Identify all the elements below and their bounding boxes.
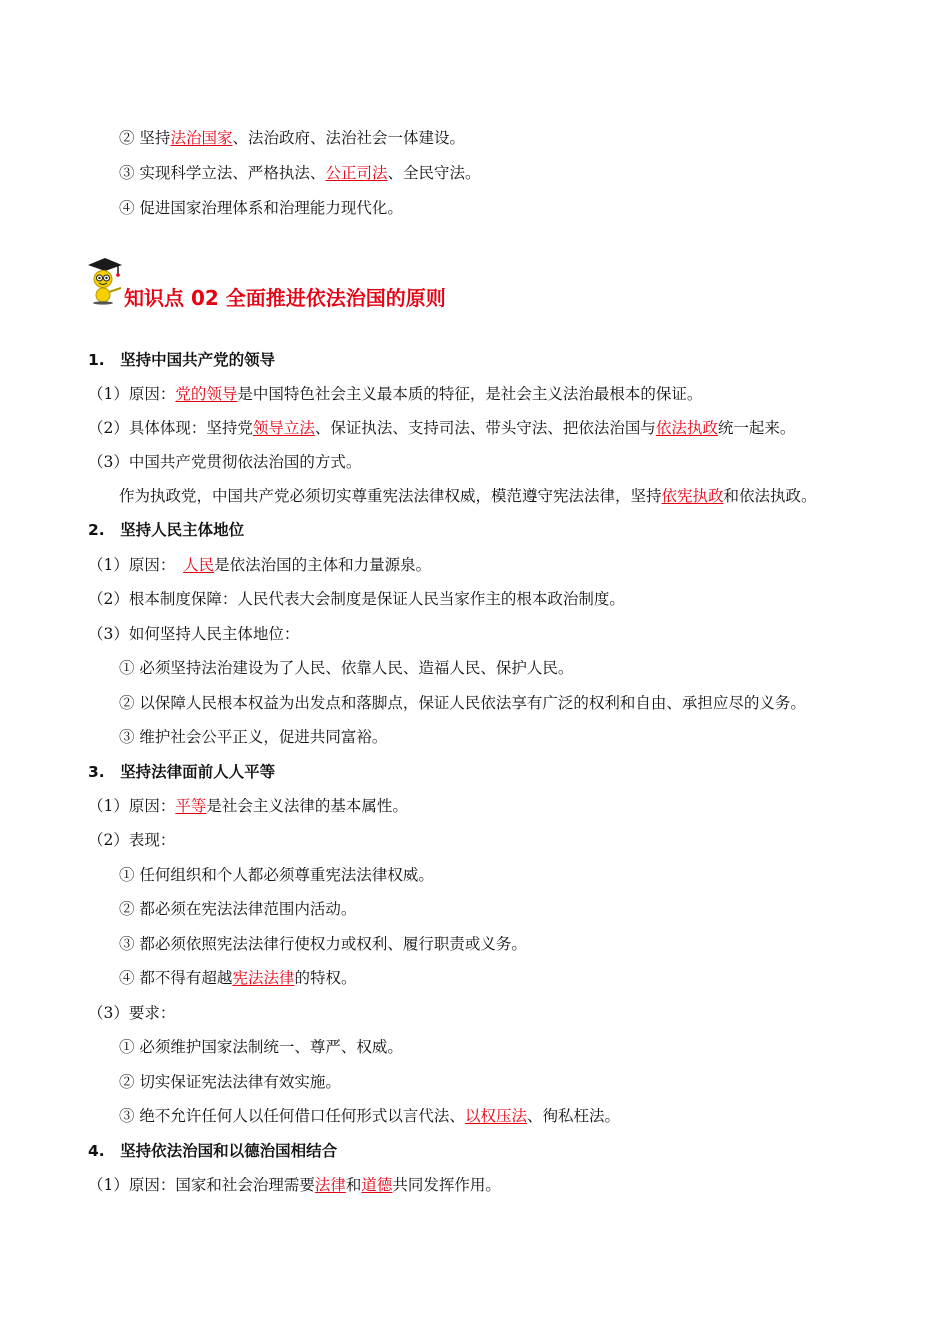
highlight-term: 领导立法 xyxy=(252,419,315,437)
p3-line-1: （1）原因：平等是社会主义法律的基本属性。 xyxy=(88,797,408,815)
section-title: 知识点 02 全面推进依法治国的原则 xyxy=(124,286,446,310)
p3-sub-2: ② 都必须在宪法法律范围内活动。 xyxy=(119,900,357,918)
highlight-term: 平等 xyxy=(175,797,207,815)
p1-line-4: 作为执政党，中国共产党必须切实尊重宪法法律权威，模范遵守宪法法律，坚持依宪执政和依法执政。 xyxy=(119,487,817,505)
p3-req-1: ① 必须维护国家法制统一、尊严、权威。 xyxy=(119,1038,403,1056)
p2-sub-1: ① 必须坚持法治建设为了人民、依靠人民、造福人民、保护人民。 xyxy=(119,659,574,677)
p3-line-3: （3）要求： xyxy=(88,1004,176,1022)
highlight-term: 以权压法 xyxy=(464,1107,527,1125)
p1-line-3: （3）中国共产党贯彻依法治国的方式。 xyxy=(88,453,362,471)
p1-line-1: （1）原因：党的领导是中国特色社会主义最本质的特征，是社会主义法治最根本的保证。 xyxy=(88,385,703,403)
p3-sub-3: ③ 都必须依照宪法法律行使权力或权利、履行职责或义务。 xyxy=(119,935,527,953)
heading-3: 3. 坚持法律面前人人平等 xyxy=(88,763,276,781)
heading-1: 1. 坚持中国共产党的领导 xyxy=(88,351,276,369)
top-item-4: ④ 促进国家治理体系和治理能力现代化。 xyxy=(119,199,403,217)
top-item-2: ② 坚持法治国家、法治政府、法治社会一体建设。 xyxy=(119,129,465,147)
p3-line-2: （2）表现： xyxy=(88,831,176,849)
highlight-term: 法律 xyxy=(314,1176,346,1194)
scholar-mascot-icon xyxy=(84,255,126,305)
heading-2: 2. 坚持人民主体地位 xyxy=(88,521,245,539)
highlight-term: 依法执政 xyxy=(655,419,718,437)
highlight-term: 宪法法律 xyxy=(232,969,295,987)
p1-line-2: （2）具体体现：坚持党领导立法、保证执法、支持司法、带头守法、把依法治国与依法执政统一起来。 xyxy=(88,419,796,437)
p4-line-1: （1）原因：国家和社会治理需要法律和道德共同发挥作用。 xyxy=(88,1176,501,1194)
highlight-term: 道德 xyxy=(361,1176,393,1194)
highlight-term: 公正司法 xyxy=(325,164,388,182)
p2-line-3: （3）如何坚持人民主体地位： xyxy=(88,625,300,643)
highlight-term: 党的领导 xyxy=(175,385,238,403)
p3-sub-4: ④ 都不得有超越宪法法律的特权。 xyxy=(119,969,357,987)
p2-sub-2: ② 以保障人民根本权益为出发点和落脚点，保证人民依法享有广泛的权利和自由、承担应尽的义务。 xyxy=(119,694,806,712)
p2-sub-3: ③ 维护社会公平正义，促进共同富裕。 xyxy=(119,728,388,746)
highlight-term: 依宪执政 xyxy=(661,487,724,505)
highlight-term: 法治国家 xyxy=(170,129,233,147)
p3-req-3: ③ 绝不允许任何人以任何借口任何形式以言代法、以权压法、徇私枉法。 xyxy=(119,1107,620,1125)
p2-line-2: （2）根本制度保障：人民代表大会制度是保证人民当家作主的根本政治制度。 xyxy=(88,590,625,608)
p3-sub-1: ① 任何组织和个人都必须尊重宪法法律权威。 xyxy=(119,866,434,884)
p3-req-2: ② 切实保证宪法法律有效实施。 xyxy=(119,1073,341,1091)
highlight-term: 人民 xyxy=(183,556,215,574)
top-item-3: ③ 实现科学立法、严格执法、公正司法、全民守法。 xyxy=(119,164,481,182)
p2-line-1: （1）原因： 人民是依法治国的主体和力量源泉。 xyxy=(88,556,432,574)
heading-4: 4. 坚持依法治国和以德治国相结合 xyxy=(88,1142,338,1160)
